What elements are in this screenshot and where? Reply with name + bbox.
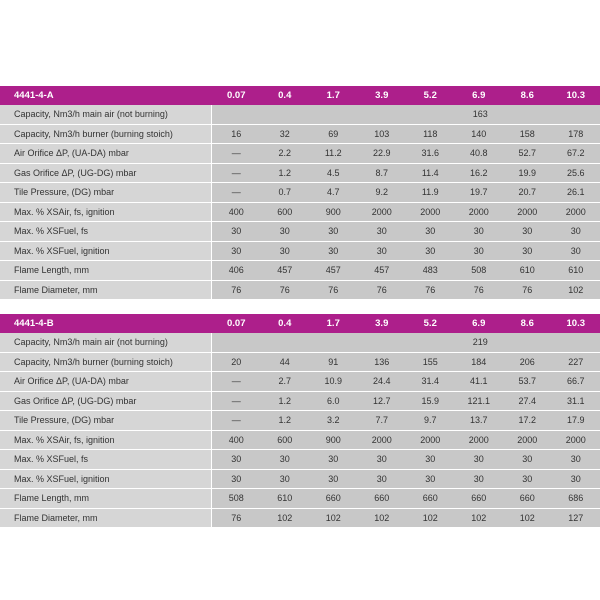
table-cell: 30 [358, 470, 407, 490]
table-cell: 2000 [358, 203, 407, 223]
header-cell: 3.9 [358, 86, 407, 105]
header-cell: 10.3 [552, 314, 600, 333]
row-label: Gas Orifice ΔP, (UG-DG) mbar [0, 392, 212, 412]
table-row [0, 164, 600, 184]
table-cell: 76 [212, 281, 261, 301]
main-air-value [212, 333, 600, 353]
row-label: Tile Pressure, (DG) mbar [0, 411, 212, 431]
table-cell: 103 [358, 125, 407, 145]
row-label: Max. % XSAir, fs, ignition [0, 203, 212, 223]
table-cell: 17.9 [552, 411, 600, 431]
table-cell: 2000 [455, 431, 504, 451]
table-cell: 102 [309, 509, 358, 529]
table-cell: 2000 [406, 431, 455, 451]
table-cell: 0.7 [261, 183, 310, 203]
table-cell: 102 [455, 509, 504, 529]
table-cell: 26.1 [552, 183, 600, 203]
table-cell: 178 [552, 125, 600, 145]
table-cell: 6.0 [309, 392, 358, 412]
table-cell: 30 [309, 242, 358, 262]
table-cell: 400 [212, 431, 261, 451]
table-cell: 31.6 [406, 144, 455, 164]
table-cell: 30 [455, 450, 504, 470]
header-cell: 10.3 [552, 86, 600, 105]
table-row [0, 470, 600, 490]
row-label: Capacity, Nm3/h main air (not burning) [0, 105, 212, 125]
table-cell: 660 [406, 489, 455, 509]
table-cell: 52.7 [503, 144, 552, 164]
table-cell: 400 [212, 203, 261, 223]
table-cell: 30 [455, 470, 504, 490]
table-cell: 9.2 [358, 183, 407, 203]
table-row [0, 372, 600, 392]
table-row [0, 222, 600, 242]
table-cell: 206 [503, 353, 552, 373]
table-row [0, 353, 600, 373]
table-cell: 30 [406, 222, 455, 242]
table-row [0, 509, 600, 529]
table-row [0, 450, 600, 470]
table-cell: 20 [212, 353, 261, 373]
table-cell: 508 [212, 489, 261, 509]
table-cell: 2000 [552, 431, 600, 451]
table-cell: 30 [503, 242, 552, 262]
table-cell: — [212, 164, 261, 184]
main-air-value-text: 219 [472, 337, 488, 347]
header-cell: 8.6 [503, 314, 552, 333]
table-title: 4441-4-B [0, 314, 212, 333]
table-cell: 610 [503, 261, 552, 281]
table-cell: 7.7 [358, 411, 407, 431]
row-label: Flame Length, mm [0, 261, 212, 281]
row-label: Max. % XSFuel, ignition [0, 470, 212, 490]
table-cell: 91 [309, 353, 358, 373]
table-cell: 2.2 [261, 144, 310, 164]
table-cell: — [212, 144, 261, 164]
table-cell: 102 [261, 509, 310, 529]
table-header-row [0, 86, 600, 105]
table-cell: 66.7 [552, 372, 600, 392]
burner-table-4441-4-a [0, 86, 600, 300]
table-cell: 8.7 [358, 164, 407, 184]
table-cell: 24.4 [358, 372, 407, 392]
table-cell: 483 [406, 261, 455, 281]
table-cell: 30 [358, 450, 407, 470]
table-cell: 610 [261, 489, 310, 509]
table-body [0, 333, 600, 528]
table-cell: 900 [309, 203, 358, 223]
table-cell: 19.9 [503, 164, 552, 184]
table-cell: 2000 [358, 431, 407, 451]
table-row [0, 333, 600, 353]
table-cell: 102 [552, 281, 600, 301]
table-cell: 121.1 [455, 392, 504, 412]
table-cell: 30 [552, 470, 600, 490]
table-cell: 10.9 [309, 372, 358, 392]
table-cell: — [212, 411, 261, 431]
table-cell: 16 [212, 125, 261, 145]
table-cell: 4.5 [309, 164, 358, 184]
header-cell: 1.7 [309, 314, 358, 333]
table-cell: 25.6 [552, 164, 600, 184]
table-cell: 2000 [406, 203, 455, 223]
table-cell: 30 [503, 470, 552, 490]
table-cell: 30 [552, 450, 600, 470]
table-cell: 67.2 [552, 144, 600, 164]
table-cell: 457 [309, 261, 358, 281]
table-row [0, 392, 600, 412]
table-cell: 40.8 [455, 144, 504, 164]
table-cell: 19.7 [455, 183, 504, 203]
table-cell: 30 [309, 470, 358, 490]
row-label: Max. % XSFuel, ignition [0, 242, 212, 262]
header-cell: 5.2 [406, 314, 455, 333]
table-row [0, 183, 600, 203]
table-cell: 30 [503, 222, 552, 242]
burner-table-4441-4-b [0, 314, 600, 528]
table-cell: 30 [212, 222, 261, 242]
row-label: Max. % XSAir, fs, ignition [0, 431, 212, 451]
table-cell: 1.2 [261, 164, 310, 184]
table-row [0, 242, 600, 262]
header-cell: 0.07 [212, 314, 261, 333]
row-label: Max. % XSFuel, fs [0, 450, 212, 470]
table-cell: 30 [358, 222, 407, 242]
table-cell: 76 [212, 509, 261, 529]
table-cell: 30 [309, 450, 358, 470]
table-cell: 184 [455, 353, 504, 373]
table-cell: 102 [406, 509, 455, 529]
table-cell: 9.7 [406, 411, 455, 431]
table-cell: 102 [503, 509, 552, 529]
table-row [0, 144, 600, 164]
table-cell: 30 [455, 222, 504, 242]
row-label: Capacity, Nm3/h burner (burning stoich) [0, 353, 212, 373]
row-label: Tile Pressure, (DG) mbar [0, 183, 212, 203]
table-cell: 76 [309, 281, 358, 301]
table-row [0, 489, 600, 509]
main-air-value-text: 163 [472, 109, 488, 119]
table-cell: 600 [261, 431, 310, 451]
table-cell: 30 [552, 222, 600, 242]
table-cell: 2.7 [261, 372, 310, 392]
table-cell: 158 [503, 125, 552, 145]
table-cell: 15.9 [406, 392, 455, 412]
table-cell: — [212, 392, 261, 412]
table-cell: 508 [455, 261, 504, 281]
table-cell: 32 [261, 125, 310, 145]
table-cell: — [212, 183, 261, 203]
table-cell: 13.7 [455, 411, 504, 431]
table-cell: 30 [261, 450, 310, 470]
table-cell: 27.4 [503, 392, 552, 412]
table-cell: 660 [358, 489, 407, 509]
header-cell: 3.9 [358, 314, 407, 333]
row-label: Capacity, Nm3/h main air (not burning) [0, 333, 212, 353]
table-cell: 2000 [503, 203, 552, 223]
table-cell: 30 [406, 470, 455, 490]
table-row [0, 261, 600, 281]
table-cell: 457 [358, 261, 407, 281]
table-cell: 30 [261, 470, 310, 490]
table-cell: 686 [552, 489, 600, 509]
table-cell: 30 [212, 470, 261, 490]
table-cell: 30 [212, 242, 261, 262]
table-cell: 136 [358, 353, 407, 373]
table-cell: 31.4 [406, 372, 455, 392]
table-cell: 11.9 [406, 183, 455, 203]
table-cell: 155 [406, 353, 455, 373]
table-body [0, 105, 600, 300]
header-cell: 6.9 [455, 314, 504, 333]
table-cell: 22.9 [358, 144, 407, 164]
header-cell: 6.9 [455, 86, 504, 105]
table-cell: 227 [552, 353, 600, 373]
table-row [0, 411, 600, 431]
table-cell: 118 [406, 125, 455, 145]
table-cell: 3.2 [309, 411, 358, 431]
table-row [0, 281, 600, 301]
table-cell: 660 [309, 489, 358, 509]
table-cell: 900 [309, 431, 358, 451]
table-cell: 30 [358, 242, 407, 262]
table-cell: 127 [552, 509, 600, 529]
table-cell: 30 [406, 450, 455, 470]
row-label: Gas Orifice ΔP, (UG-DG) mbar [0, 164, 212, 184]
table-cell: 2000 [455, 203, 504, 223]
table-cell: 1.2 [261, 392, 310, 412]
header-cell: 5.2 [406, 86, 455, 105]
table-cell: 30 [455, 242, 504, 262]
table-row [0, 105, 600, 125]
table-cell: 30 [406, 242, 455, 262]
table-cell: 20.7 [503, 183, 552, 203]
table-cell: 30 [552, 242, 600, 262]
row-label: Air Orifice ΔP, (UA-DA) mbar [0, 372, 212, 392]
table-cell: 76 [455, 281, 504, 301]
row-label: Flame Length, mm [0, 489, 212, 509]
table-cell: 4.7 [309, 183, 358, 203]
table-cell: 16.2 [455, 164, 504, 184]
table-cell: 76 [406, 281, 455, 301]
table-cell: 30 [309, 222, 358, 242]
table-header-row [0, 314, 600, 333]
table-cell: 76 [261, 281, 310, 301]
table-cell: — [212, 372, 261, 392]
table-row [0, 125, 600, 145]
table-row [0, 203, 600, 223]
table-cell: 610 [552, 261, 600, 281]
header-cell: 0.07 [212, 86, 261, 105]
table-cell: 1.2 [261, 411, 310, 431]
row-label: Flame Diameter, mm [0, 281, 212, 301]
table-cell: 11.2 [309, 144, 358, 164]
header-cell: 0.4 [261, 86, 310, 105]
table-cell: 41.1 [455, 372, 504, 392]
table-cell: 17.2 [503, 411, 552, 431]
table-row [0, 431, 600, 451]
table-cell: 600 [261, 203, 310, 223]
table-cell: 30 [261, 242, 310, 262]
table-cell: 660 [503, 489, 552, 509]
table-cell: 457 [261, 261, 310, 281]
table-cell: 44 [261, 353, 310, 373]
table-cell: 140 [455, 125, 504, 145]
table-cell: 2000 [552, 203, 600, 223]
table-cell: 660 [455, 489, 504, 509]
row-label: Flame Diameter, mm [0, 509, 212, 529]
table-cell: 76 [358, 281, 407, 301]
main-air-value [212, 105, 600, 125]
header-cell: 8.6 [503, 86, 552, 105]
header-cell: 0.4 [261, 314, 310, 333]
table-cell: 31.1 [552, 392, 600, 412]
table-cell: 30 [212, 450, 261, 470]
row-label: Capacity, Nm3/h burner (burning stoich) [0, 125, 212, 145]
table-cell: 30 [503, 450, 552, 470]
table-cell: 102 [358, 509, 407, 529]
table-cell: 53.7 [503, 372, 552, 392]
table-cell: 406 [212, 261, 261, 281]
row-label: Max. % XSFuel, fs [0, 222, 212, 242]
table-cell: 11.4 [406, 164, 455, 184]
table-cell: 2000 [503, 431, 552, 451]
table-cell: 76 [503, 281, 552, 301]
row-label: Air Orifice ΔP, (UA-DA) mbar [0, 144, 212, 164]
table-cell: 69 [309, 125, 358, 145]
header-cell: 1.7 [309, 86, 358, 105]
table-cell: 12.7 [358, 392, 407, 412]
table-cell: 30 [261, 222, 310, 242]
table-title: 4441-4-A [0, 86, 212, 105]
